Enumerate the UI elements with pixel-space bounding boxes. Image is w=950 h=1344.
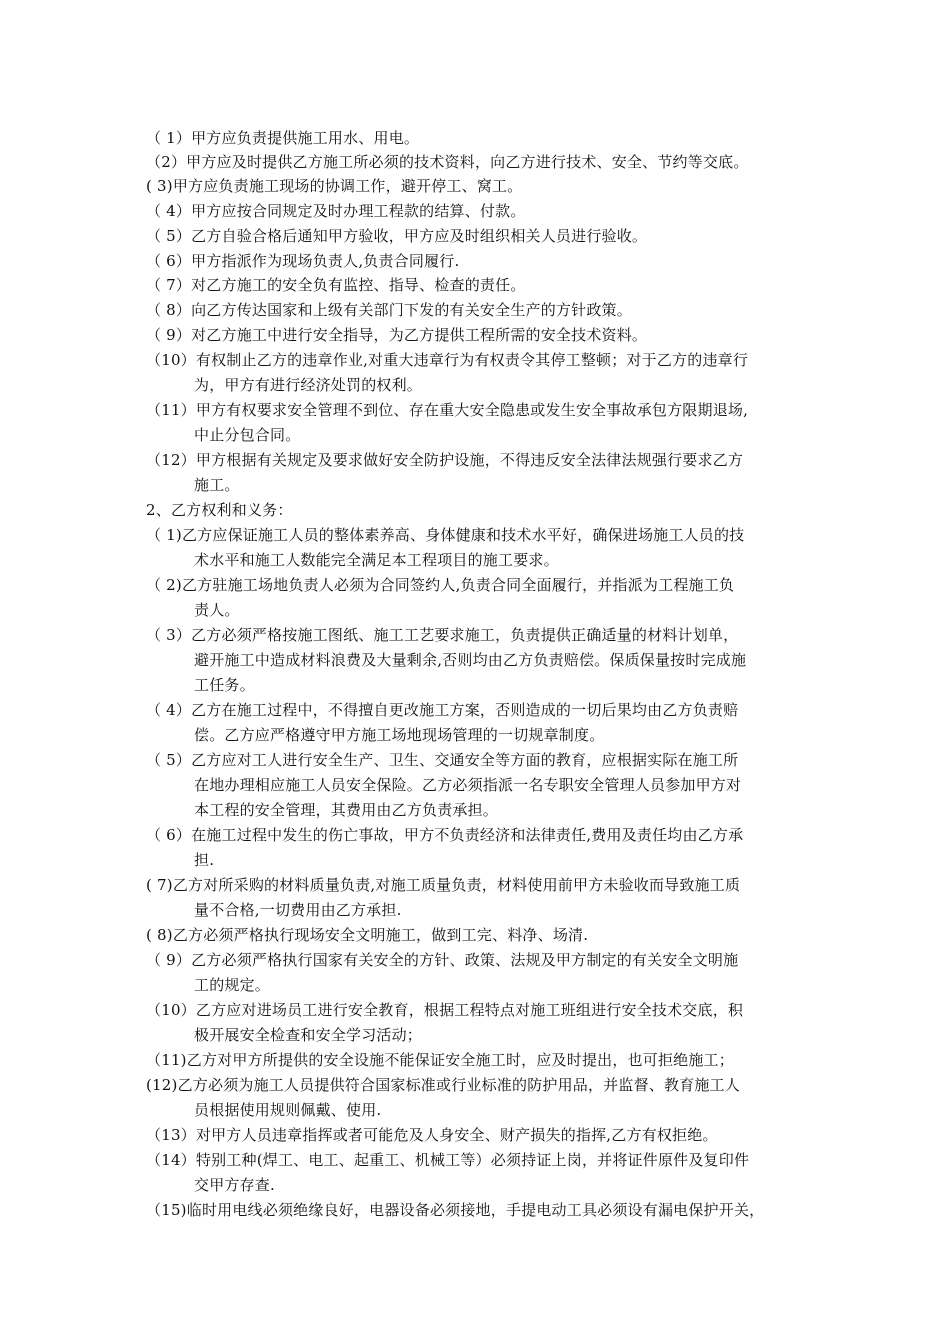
clause-2-12: (12)乙方必须为施工人员提供符合国家标准或行业标准的防护用品，并监督、教育施工人 xyxy=(146,1076,740,1094)
clause-1-10-cont: 为，甲方有进行经济处罚的权利。 xyxy=(194,376,423,394)
clause-1-4: （ 4）甲方应按合同规定及时办理工程款的结算、付款。 xyxy=(146,202,526,220)
clause-2-9: （ 9）乙方必须严格执行国家有关安全的方针、政策、法规及甲方制定的有关安全文明施 xyxy=(146,951,739,969)
clause-2-14: （14）特别工种(焊工、电工、起重工、机械工等）必须持证上岗，并将证件原件及复印件 xyxy=(146,1151,750,1169)
clause-1-9: （ 9）对乙方施工中进行安全指导，为乙方提供工程所需的安全技术资料。 xyxy=(146,326,648,344)
clause-1-8: （ 8）向乙方传达国家和上级有关部门下发的有关安全生产的方针政策。 xyxy=(146,301,632,319)
clause-1-11: （11）甲方有权要求安全管理不到位、存在重大安全隐患或发生安全事故承包方限期退场, xyxy=(146,401,749,419)
clause-2-2-cont: 责人。 xyxy=(194,601,240,619)
clause-2-7-cont: 量不合格,一切费用由乙方承担. xyxy=(194,901,402,919)
clause-1-5: （ 5）乙方自验合格后通知甲方验收，甲方应及时组织相关人员进行验收。 xyxy=(146,227,648,245)
clause-2-1: （ 1)乙方应保证施工人员的整体素养高、身体健康和技术水平好，确保进场施工人员的技 xyxy=(146,526,745,544)
clause-2-14-cont: 交甲方存查. xyxy=(194,1176,275,1194)
clause-2-3-cont-1: 避开施工中造成材料浪费及大量剩余,否则均由乙方负责赔偿。保质保量按时完成施 xyxy=(194,651,747,669)
clause-2-3: （ 3）乙方必须严格按施工图纸、施工工艺要求施工，负责提供正确适量的材料计划单， xyxy=(146,626,739,644)
clause-1-3: ( 3)甲方应负责施工现场的协调工作，避开停工、窝工。 xyxy=(146,177,523,195)
clause-2-5-cont-2: 本工程的安全管理，其费用由乙方负责承担。 xyxy=(194,801,499,819)
clause-2-6: （ 6）在施工过程中发生的伤亡事故，甲方不负责经济和法律责任,费用及责任均由乙方承 xyxy=(146,826,744,844)
clause-2-6-cont: 担. xyxy=(194,851,215,869)
clause-2-2: （ 2)乙方驻施工场地负责人必须为合同签约人,负责合同全面履行，并指派为工程施工负 xyxy=(146,576,735,594)
clause-2-13: （13）对甲方人员违章指挥或者可能危及人身安全、财产损失的指挥,乙方有权拒绝。 xyxy=(146,1126,718,1144)
clause-1-7: （ 7）对乙方施工的安全负有监控、指导、检查的责任。 xyxy=(146,276,526,294)
clause-2-5-cont-1: 在地办理相应施工人员安全保险。乙方必须指派一名专职安全管理人员参加甲方对 xyxy=(194,776,742,794)
clause-2-10-cont: 极开展安全检查和安全学习活动； xyxy=(194,1026,423,1044)
clause-2-15: （15)临时用电线必须绝缘良好，电器设备必须接地，手提电动工具必须设有漏电保护开关， xyxy=(146,1201,765,1219)
clause-2-11: （11)乙方对甲方所提供的安全设施不能保证安全施工时，应及时提出，也可拒绝施工； xyxy=(146,1051,734,1069)
clause-2-3-cont-2: 工任务。 xyxy=(194,676,255,694)
clause-2-12-cont: 员根据使用规则佩戴、使用. xyxy=(194,1101,382,1119)
clause-2-4: （ 4）乙方在施工过程中，不得擅自更改施工方案，否则造成的一切后果均由乙方负责赔 xyxy=(146,701,739,719)
clause-1-2: （2）甲方应及时提供乙方施工所必须的技术资料，向乙方进行技术、安全、节约等交底。 xyxy=(146,153,749,171)
clause-1-11-cont: 中止分包合同。 xyxy=(194,426,301,444)
clause-1-12-cont: 施工。 xyxy=(194,476,240,494)
clause-2-9-cont: 工的规定。 xyxy=(194,976,271,994)
clause-2-1-cont: 术水平和施工人数能完全满足本工程项目的施工要求。 xyxy=(194,551,559,569)
section-heading-2: 2、乙方权利和义务： xyxy=(146,501,293,519)
clause-2-7: ( 7)乙方对所采购的材料质量负责,对施工质量负责，材料使用前甲方未验收而导致施工质 xyxy=(146,876,741,894)
clause-1-12: （12）甲方根据有关规定及要求做好安全防护设施，不得违反安全法律法规强行要求乙方 xyxy=(146,451,744,469)
clause-2-4-cont: 偿。乙方应严格遵守甲方施工场地现场管理的一切规章制度。 xyxy=(194,726,605,744)
clause-1-6: （ 6）甲方指派作为现场负责人,负责合同履行. xyxy=(146,252,460,270)
clause-1-10: （10）有权制止乙方的违章作业,对重大违章行为有权责令其停工整顿；对于乙方的违章行 xyxy=(146,351,749,369)
clause-2-10: （10）乙方应对进场员工进行安全教育，根据工程特点对施工班组进行安全技术交底，积 xyxy=(146,1001,744,1019)
clause-2-5: （ 5）乙方应对工人进行安全生产、卫生、交通安全等方面的教育，应根据实际在施工所 xyxy=(146,751,739,769)
clause-2-8: ( 8)乙方必须严格执行现场安全文明施工，做到工完、料净、场清. xyxy=(146,926,589,944)
clause-1-1: （ 1）甲方应负责提供施工用水、用电。 xyxy=(146,129,420,147)
